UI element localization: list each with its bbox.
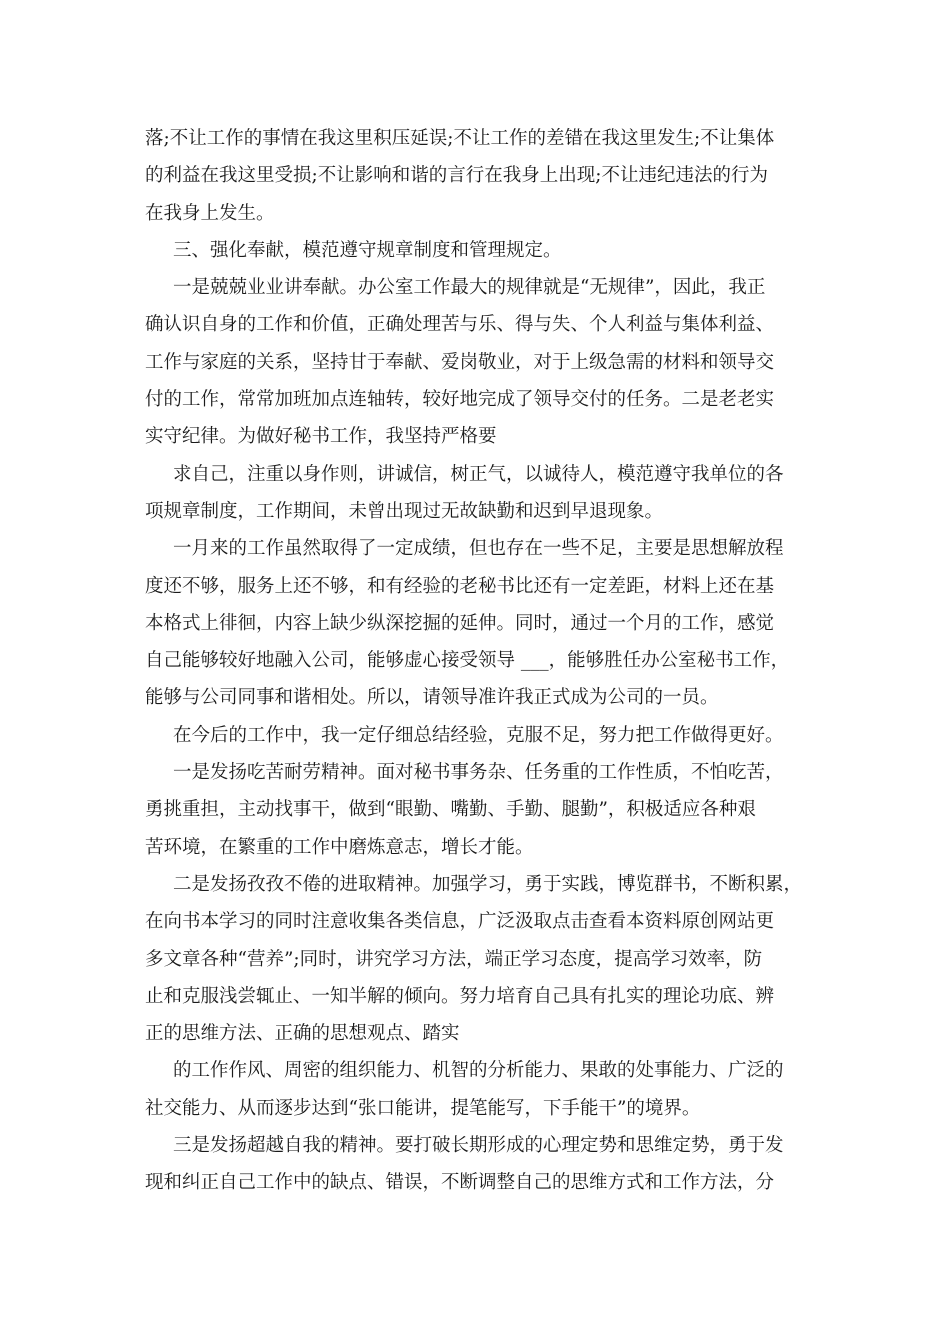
text-line: 三、强化奉献，模范遵守规章制度和管理规定。 xyxy=(173,239,562,261)
text-line: 勇挑重担，主动找事干，做到“眼勤、嘴勤、手勤、腿勤”，积极适应各种艰 xyxy=(145,799,756,821)
text-line: 实守纪律。为做好秘书工作，我坚持严格要 xyxy=(145,426,497,448)
text-line: 落;不让工作的事情在我这里积压延误;不让工作的差错在我这里发生;不让集体 xyxy=(145,128,775,149)
text-line: 一是兢兢业业讲奉献。办公室工作最大的规律就是“无规律”，因此，我正 xyxy=(173,277,766,299)
text-line: 求自己，注重以身作则，讲诚信，树正气，以诚待人，模范遵守我单位的各 xyxy=(173,463,784,485)
text-line: 多文章各种“营养”;同时，讲究学习方法，端正学习态度，提高学习效率，防 xyxy=(145,948,763,970)
text-line: 现和纠正自己工作中的缺点、错误，不断调整自己的思维方式和工作方法，分 xyxy=(145,1172,775,1194)
text-line: 一是发扬吃苦耐劳精神。面对秘书事务杂、任务重的工作性质，不怕吃苦， xyxy=(173,762,784,784)
text-line: 三是发扬超越自我的精神。要打破长期形成的心理定势和思维定势，勇于发 xyxy=(173,1135,784,1157)
text-line: 止和克服浅尝辄止、一知半解的倾向。努力培育自己具有扎实的理论功底、辨 xyxy=(145,985,775,1007)
text-line: 度还不够，服务上还不够，和有经验的老秘书比还有一定差距，材料上还在基 xyxy=(145,575,775,597)
text-line: 一月来的工作虽然取得了一定成绩，但也存在一些不足，主要是思想解放程 xyxy=(173,538,784,560)
text-line: 项规章制度，工作期间，未曾出现过无故缺勤和迟到早退现象。 xyxy=(145,500,664,522)
text-line: 的工作作风、周密的组织能力、机智的分析能力、果敢的处事能力、广泛的 xyxy=(173,1060,784,1082)
text-line: 付的工作，常常加班加点连轴转，较好地完成了领导交付的任务。二是老老实 xyxy=(145,389,775,411)
text-line: 苦环境，在繁重的工作中磨炼意志，增长才能。 xyxy=(145,836,534,858)
text-line: 的利益在我这里受损;不让影响和谐的言行在我身上出现;不让违纪违法的行为 xyxy=(145,165,768,187)
text-line: 确认识自身的工作和价值，正确处理苦与乐、得与失、个人利益与集体利益、 xyxy=(145,314,775,336)
text-line: 自己能够较好地融入公司，能够虚心接受领导 ___，能够胜任办公室秘书工作， xyxy=(145,650,790,672)
text-line: 正的思维方法、正确的思想观点、踏实 xyxy=(145,1023,460,1045)
text-line: 在向书本学习的同时注意收集各类信息，广泛汲取点击查看本资料原创网站更 xyxy=(145,911,775,933)
text-line: 社交能力、从而逐步达到“张口能讲，提笔能写，下手能干”的境界。 xyxy=(145,1097,701,1119)
text-line: 在我身上发生。 xyxy=(145,202,275,224)
text-line: 二是发扬孜孜不倦的进取精神。加强学习，勇于实践，博览群书，不断积累， xyxy=(173,873,803,895)
text-line: 工作与家庭的关系，坚持甘于奉献、爱岗敬业，对于上级急需的材料和领导交 xyxy=(145,351,775,373)
text-line: 能够与公司同事和谐相处。所以，请领导准许我正式成为公司的一员。 xyxy=(145,687,719,709)
document-body-text xyxy=(145,120,810,1202)
text-line: 在今后的工作中，我一定仔细总结经验，克服不足，努力把工作做得更好。 xyxy=(173,724,784,746)
text-line: 本格式上徘徊，内容上缺少纵深挖掘的延伸。同时，通过一个月的工作，感觉 xyxy=(145,612,775,634)
